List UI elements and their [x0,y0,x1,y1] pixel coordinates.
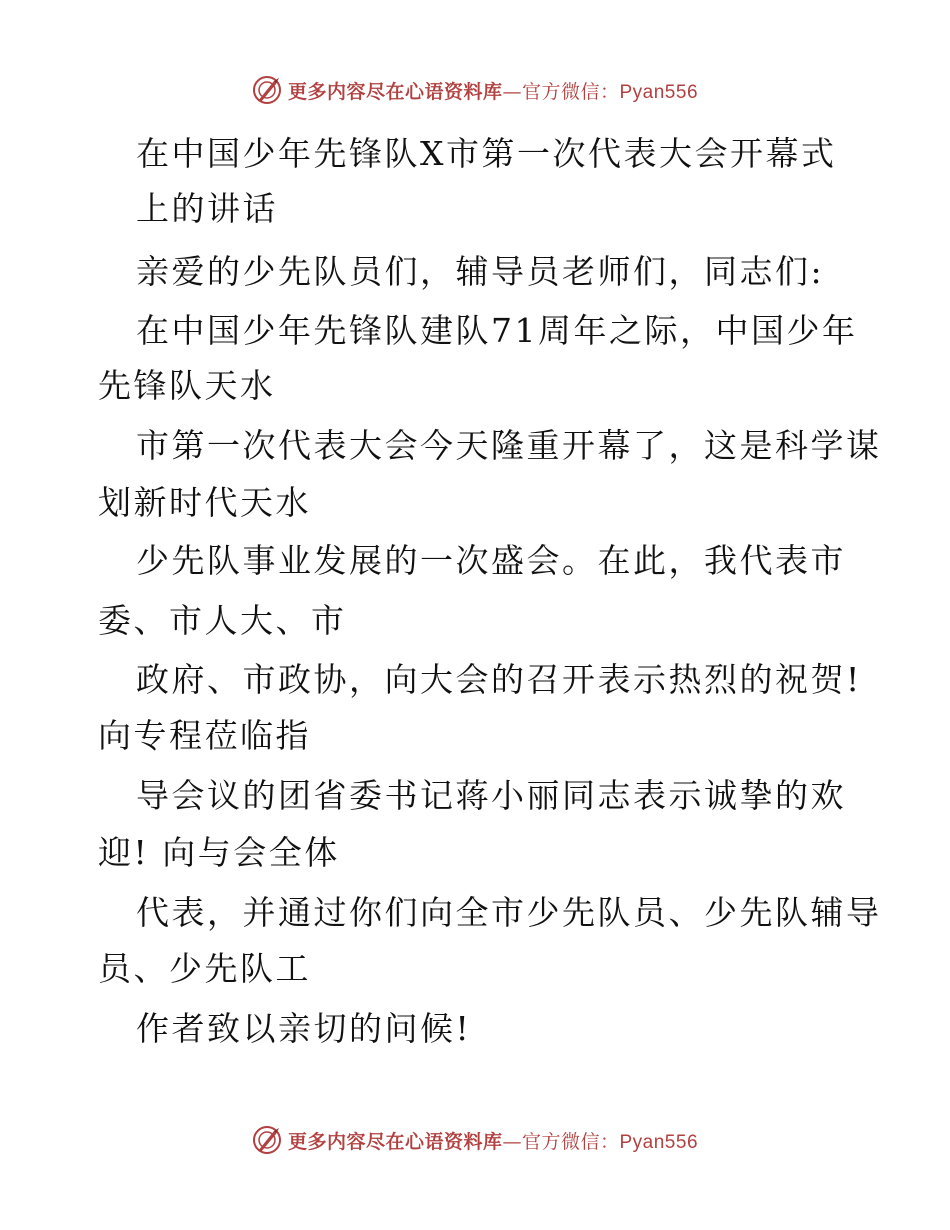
watermark-contact-label: 官方微信： [521,1130,620,1153]
watermark-contact-label: 官方微信： [521,80,620,103]
watermark-dash: — [502,80,522,103]
watermark-handle: Pyan556 [619,1131,699,1153]
paragraph-line: 员、少先队工 [98,949,311,988]
paragraph-line: 代表，并通过你们向全市少先队员、少先队辅导 [136,893,882,932]
title-line-1: 在中国少年先锋队X市第一次代表大会开幕式 [136,134,837,173]
watermark-group [252,75,698,105]
watermark-handle: Pyan556 [619,81,699,103]
header-watermark [0,70,950,110]
watermark-text [288,77,698,104]
watermark-group [252,1125,698,1155]
paragraph-line: 作者致以亲切的问候! [136,1009,472,1048]
paragraph-line: 导会议的团省委书记蒋小丽同志表示诚挚的欢 [136,776,846,815]
footer-watermark [0,1120,950,1160]
paragraph-line: 委、市人大、市 [98,601,347,640]
salutation-line: 亲爱的少先队员们，辅导员老师们，同志们: [136,252,825,291]
paragraph-line: 市第一次代表大会今天隆重开幕了，这是科学谋 [136,426,882,465]
watermark-brand: 更多内容尽在心语资料库 [287,80,503,103]
quill-logo-icon [252,1125,282,1155]
watermark-dash: — [502,1130,522,1153]
paragraph-line: 先锋队天水 [98,366,276,405]
paragraph-line: 向专程莅临指 [98,716,311,755]
paragraph-line: 政府、市政协，向大会的召开表示热烈的祝贺! [136,660,862,699]
title-line-2: 上的讲话 [136,189,278,228]
paragraph-line: 划新时代天水 [98,483,311,522]
paragraph-line: 迎! 向与会全体 [98,833,340,872]
watermark-text [288,1127,698,1154]
paragraph-line: 少先队事业发展的一次盛会。在此，我代表市 [136,541,846,580]
paragraph-line: 在中国少年先锋队建队71周年之际，中国少年 [136,311,858,350]
watermark-brand: 更多内容尽在心语资料库 [287,1130,503,1153]
quill-logo-icon [252,75,282,105]
